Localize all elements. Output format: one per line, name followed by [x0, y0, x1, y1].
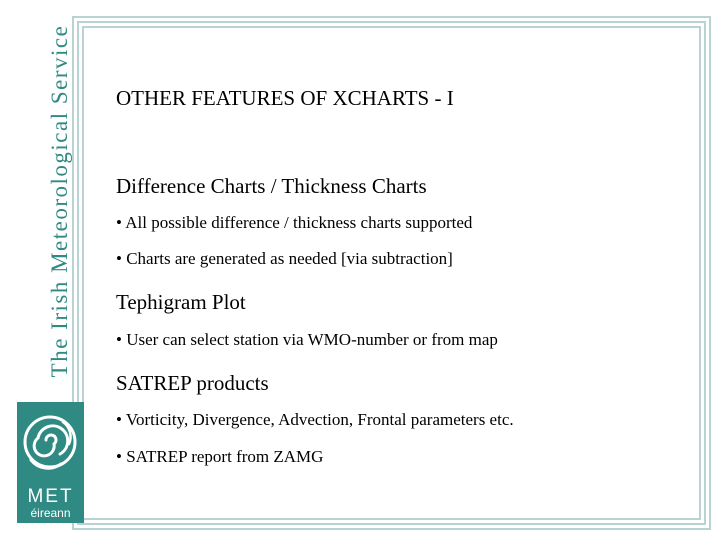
bullet-item: • User can select station via WMO-number or from map [116, 330, 498, 349]
logo-met-text: MET [27, 486, 74, 507]
met-eireann-logo [17, 402, 84, 523]
vertical-organization-title: The Irish Meteorological Service [47, 24, 72, 378]
bullet-item: • Vorticity, Divergence, Advection, Frontal parameters etc. [116, 410, 514, 429]
bullet-item: • SATREP report from ZAMG [116, 447, 324, 466]
slide-title: OTHER FEATURES OF XCHARTS - I [116, 86, 454, 110]
bullet-item: • Charts are generated as needed [via subtraction] [116, 249, 453, 268]
section-heading-satrep: SATREP products [116, 371, 269, 395]
bullet-item: • All possible difference / thickness charts supported [116, 213, 473, 232]
section-heading-difference-charts: Difference Charts / Thickness Charts [116, 174, 427, 198]
section-heading-tephigram: Tephigram Plot [116, 290, 246, 314]
logo-eireann-text: éireann [30, 506, 71, 520]
